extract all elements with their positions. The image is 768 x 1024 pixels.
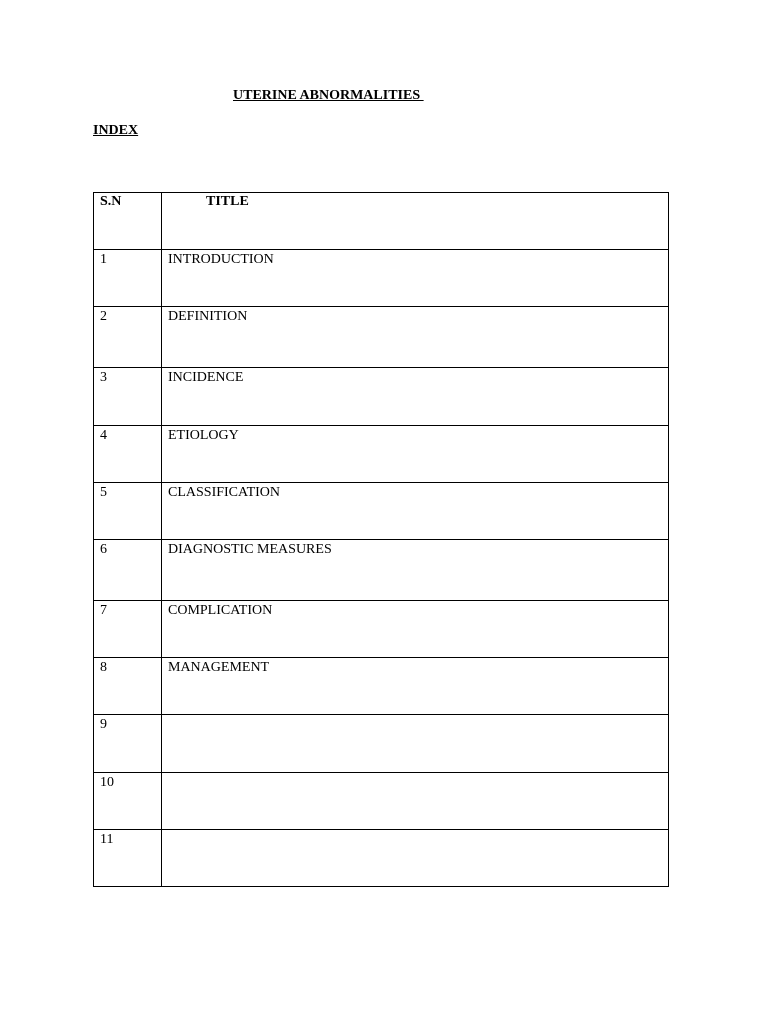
row-sn-cell: 9 xyxy=(94,715,162,773)
table-row xyxy=(94,368,669,426)
table-row xyxy=(94,601,669,658)
table-row xyxy=(94,773,669,830)
row-sn-cell: 4 xyxy=(94,426,162,483)
row-title-cell xyxy=(162,715,669,773)
row-title-cell: COMPLICATION xyxy=(162,601,669,658)
table-row xyxy=(94,830,669,887)
row-sn-cell: 11 xyxy=(94,830,162,887)
row-title-cell xyxy=(162,773,669,830)
table-row xyxy=(94,540,669,601)
row-sn-cell: 5 xyxy=(94,483,162,540)
row-title-cell: INCIDENCE xyxy=(162,368,669,426)
table-header-row xyxy=(94,193,669,250)
row-sn-cell: 3 xyxy=(94,368,162,426)
row-sn-cell: 7 xyxy=(94,601,162,658)
table-row xyxy=(94,426,669,483)
row-title-cell: ETIOLOGY xyxy=(162,426,669,483)
row-sn-cell: 10 xyxy=(94,773,162,830)
row-sn-cell: 8 xyxy=(94,658,162,715)
document-title: UTERINE ABNORMALITIES xyxy=(233,88,424,103)
row-title-cell: DEFINITION xyxy=(162,307,669,368)
header-sn: S.N xyxy=(94,193,162,250)
table-row xyxy=(94,307,669,368)
row-sn-cell: 1 xyxy=(94,250,162,307)
row-title-cell: CLASSIFICATION xyxy=(162,483,669,540)
table-row xyxy=(94,658,669,715)
table-row xyxy=(94,250,669,307)
table-row xyxy=(94,715,669,773)
index-heading: INDEX xyxy=(93,123,139,138)
row-title-cell: INTRODUCTION xyxy=(162,250,669,307)
table-row xyxy=(94,483,669,540)
row-title-cell: MANAGEMENT xyxy=(162,658,669,715)
header-title xyxy=(162,193,669,250)
header-title-label: TITLE xyxy=(206,194,249,209)
row-title-cell: DIAGNOSTIC MEASURES xyxy=(162,540,669,601)
row-sn-cell: 6 xyxy=(94,540,162,601)
row-sn-cell: 2 xyxy=(94,307,162,368)
index-table xyxy=(93,192,669,887)
row-title-cell xyxy=(162,830,669,887)
